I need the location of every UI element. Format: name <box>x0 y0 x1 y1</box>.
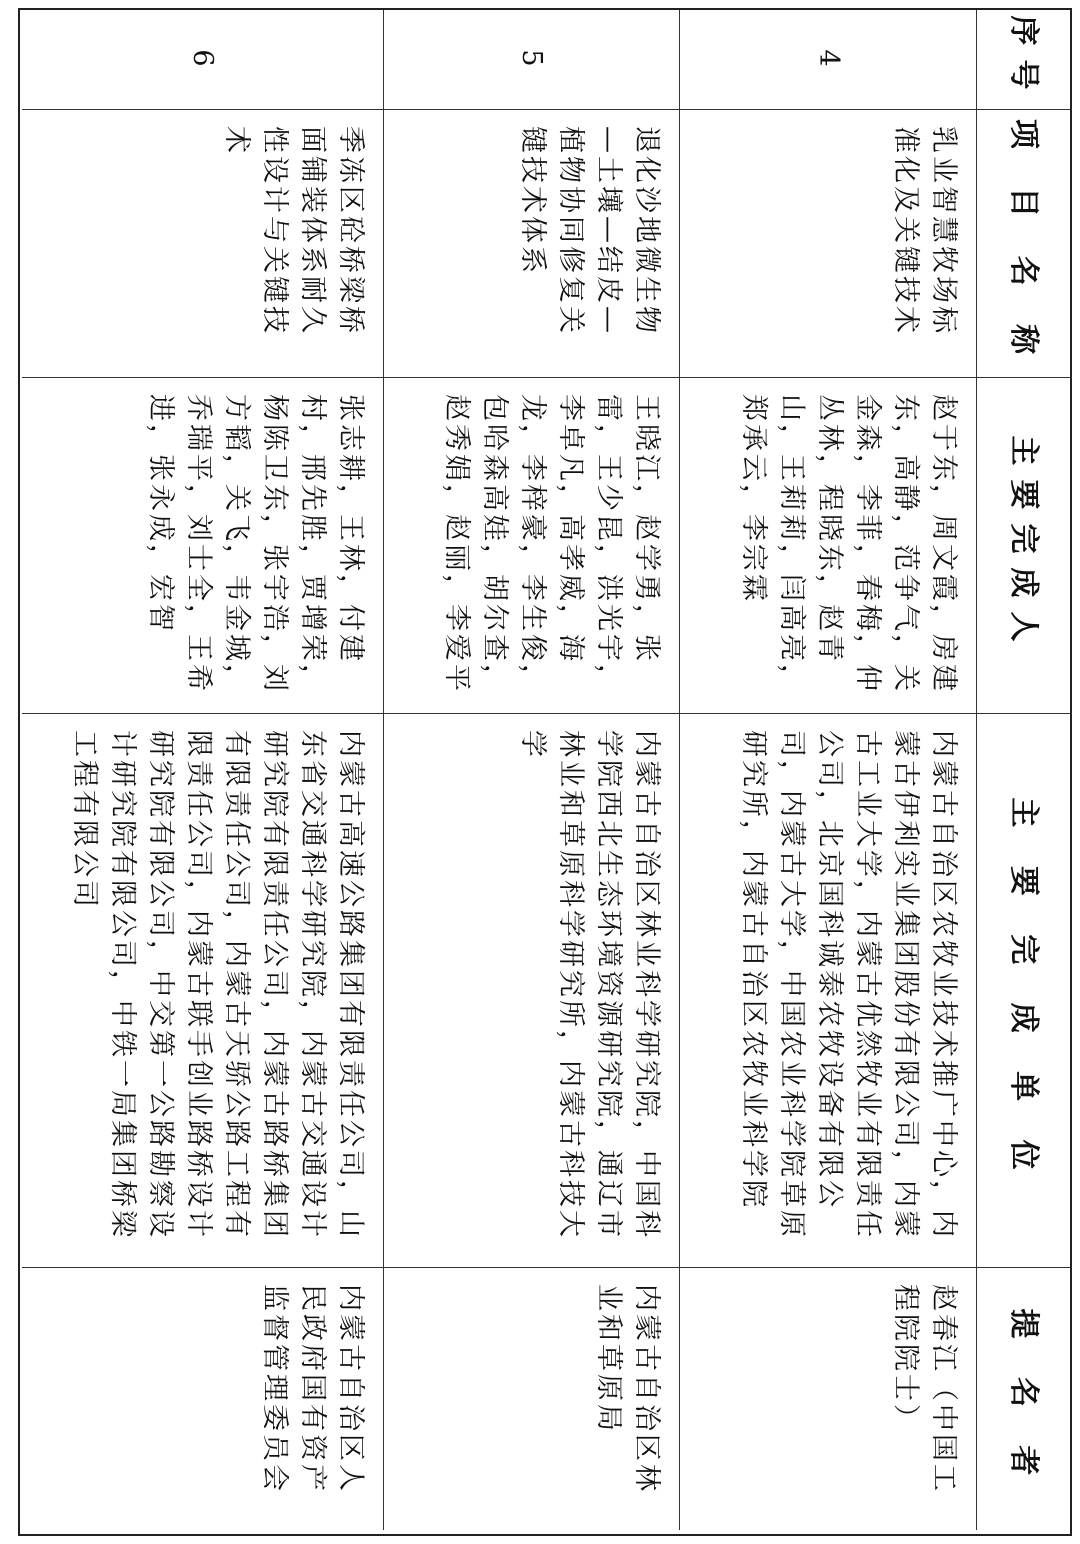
row-6-project: 季冻区砼桥梁桥面铺装体系耐久性设计与关键技术 <box>22 110 383 378</box>
header-serial: 序号 <box>976 10 1070 110</box>
row-6-units: 内蒙古高速公路集团有限责任公司，山东省交通科学研究院，内蒙古交通设计研究院有限责任公司，内蒙古路桥集团有限责任公司，内蒙古天骄公路工程有限责任公司，内蒙古联手创业路桥设计研究院有限公司，中交第一公路勘察设计研究院有限公司，中铁一局集团桥梁工程有限公司 <box>22 714 383 1268</box>
row-6-nominator: 内蒙古自治区人民政府国有资产监督管理委员会 <box>259 1284 366 1494</box>
row-5-units: 内蒙古自治区林业科学研究院，中国科学院西北生态环境资源研究院，通辽市林业和草原科学研究所，内蒙古科技大学 <box>383 714 679 1268</box>
row-4-persons: 赵于东，周文霞，房建东，高静，范争气，关金森，李菲，春梅，仲丛林，程晓东，赵青山，王莉莉，闫高亮，郑承云，李宗霖 <box>679 378 976 714</box>
row-6-serial: 6 <box>22 10 383 110</box>
header-project-name: 项 目 名 称 <box>976 110 1070 378</box>
row-5-project: 退化沙地微生物—土壤—结皮—植物协同修复关键技术体系 <box>383 110 679 378</box>
row-4-nominator: 赵春江（中国工程院院士） <box>679 1268 976 1530</box>
header-main-persons: 主要完成人 <box>976 378 1070 714</box>
header-nominator: 提 名 者 <box>976 1268 1070 1530</box>
row-6-persons: 张志耕，王林，付建村，邢先胜，贾增荣，杨陈卫东，张宇浩，刘方韬，关飞，韦金城，乔瑞平，刘士全，王希进，张永成，宏智 <box>22 378 383 714</box>
row-4-units: 内蒙古自治区农牧业技术推广中心，内蒙古伊利实业集团股份有限公司，内蒙古工业大学，内蒙古优然牧业有限责任公司，北京国科诚泰农牧设备有限公司，内蒙古大学，中国农业科学院草原研究所，内蒙古自治区农牧业科学院 <box>679 714 976 1268</box>
award-table <box>18 8 1072 1536</box>
row-5-serial: 5 <box>383 10 679 110</box>
row-4-project: 乳业智慧牧场标准化及关键技术 <box>679 110 976 378</box>
header-main-units: 主 要 完 成 单 位 <box>976 714 1070 1268</box>
row-5-nominator: 内蒙古自治区林业和草原局 <box>383 1268 679 1530</box>
row-4-serial: 4 <box>679 10 976 110</box>
row-5-persons: 王晓江，赵学勇，张雷，王少昆，洪光宇，李卓凡，高孝威，海龙，李梓豪，李生俊，包哈森高娃，胡尔查，赵秀娟，赵丽，李爱平 <box>383 378 679 714</box>
